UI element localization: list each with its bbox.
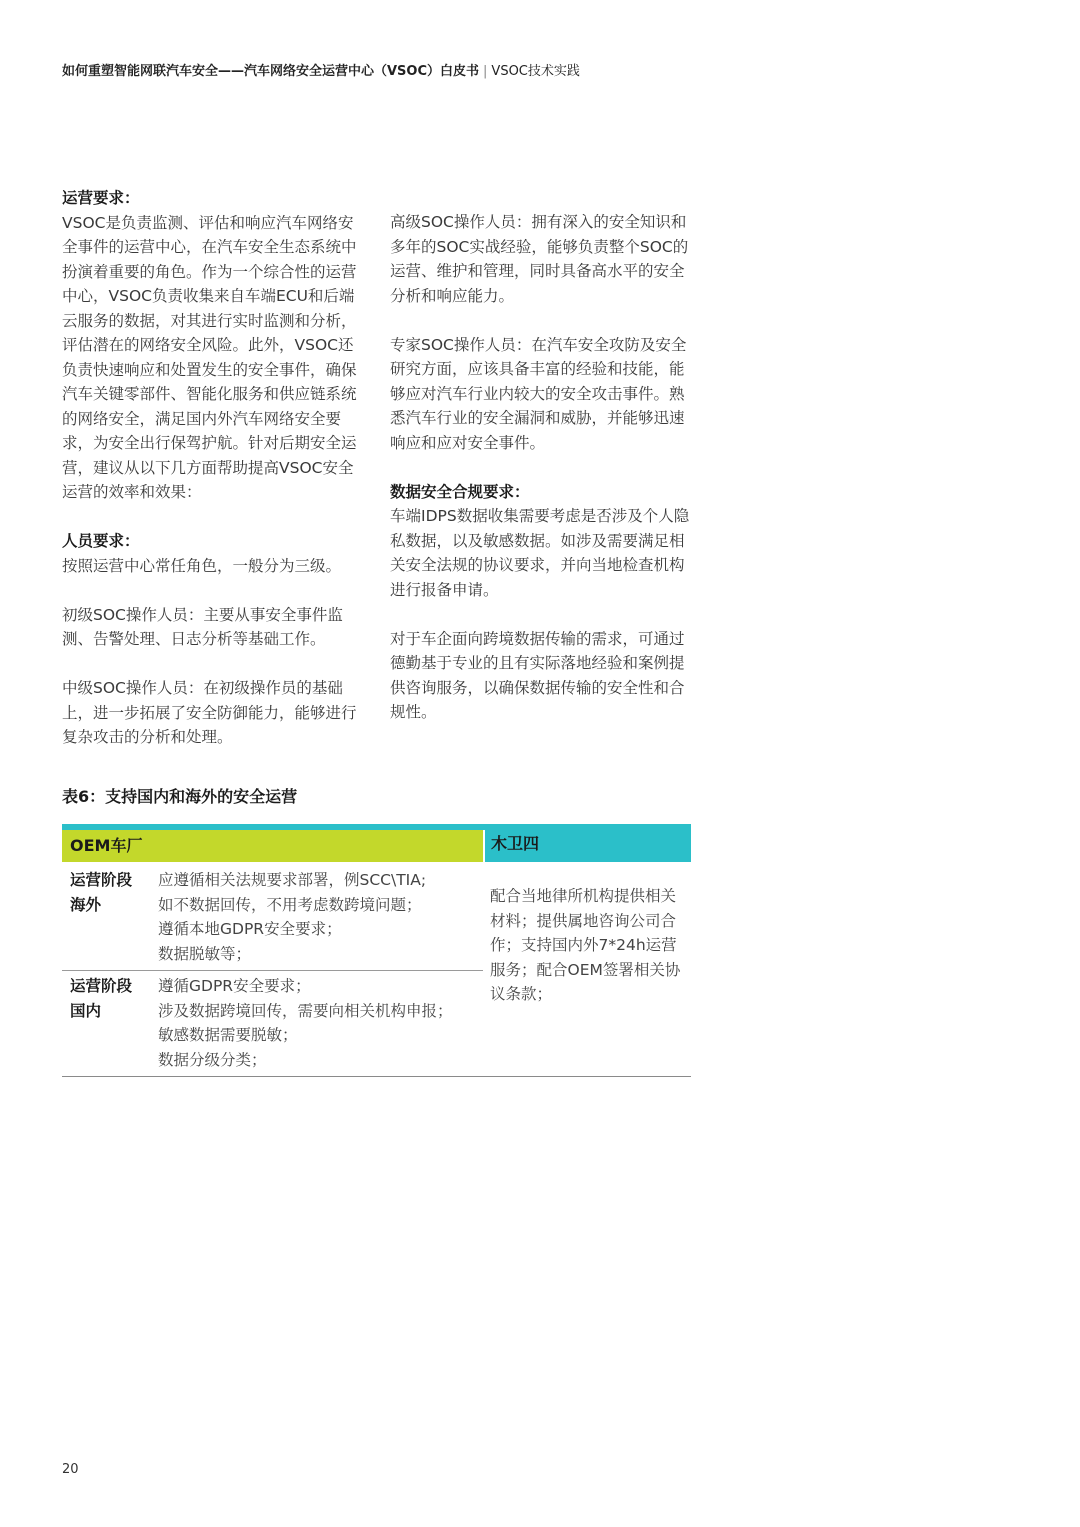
header-separator: | [483,64,488,79]
table-row [62,868,483,971]
ops-requirements-body: VSOC是负责监测、评估和响应汽车网络安全事件的运营中心，在汽车安全生态系统中扮演着重要的角色。作为一个综合性的运营中心，VSOC负责收集来自车端ECU和后端云服务的数据，对其进行实时监测和分析，评估潜在的网络安全风险。此外，VSOC还负责快速响应和处置发生的安全事件，确保汽车关键零部件、智能化服务和供应链系统的网络安全，满足国内外汽车网络安全要求，为安全出行保驾护航。针对后期安全运营，建议从以下几方面帮助提高VSOC安全运营的效率和效果： [62,213,357,501]
staff-requirements-body: 按照运营中心常任角色，一般分为三级。 [62,556,342,575]
running-header [62,60,580,79]
expert-operator-paragraph: 专家SOC操作人员：在汽车安全攻防及安全研究方面，应该具备丰富的经验和技能，能够应对汽车行业内较大的安全攻击事件。熟悉汽车行业的安全漏洞和威胁，并能够迅速响应和应对安全事件。 [390,335,687,452]
list-item: 数据脱敏等； [158,944,252,963]
senior-operator-paragraph: 高级SOC操作人员：拥有深入的安全知识和多年的SOC实战经验，能够负责整个SOC的运营、维护和管理，同时具备高水平的安全分析和响应能力。 [390,213,689,305]
list-item: 遵循GDPR安全要求； [158,977,311,995]
list-item: 涉及数据跨境回传，需要向相关机构申报； [158,1001,453,1020]
staff-requirements-title: 人员要求： [62,532,140,550]
data-compliance-body: 车端IDPS数据收集需要考虑是否涉及个人隐私数据，以及敏感数据。如涉及需要满足相关安全法规的协议要求，并向当地检查机构进行报备申请。 [390,507,690,599]
table-title: 表6：支持国内和海外的安全运营 [62,787,298,806]
junior-operator-paragraph: 初级SOC操作人员：主要从事安全事件监测、告警处理、日志分析等基础工作。 [62,605,343,648]
mid-operator-paragraph: 中级SOC操作人员：在初级操作员的基础上，进一步拓展了安全防御能力，能够进行复杂攻击的分析和处理。 [62,679,357,746]
vendor-cell: 配合当地律所机构提供相关材料；提供属地咨询公司合作；支持国内外7*24h运营服务；配合OEM签署相关协议条款； [490,887,681,1003]
page-number: 20 [62,1462,79,1477]
row-label [70,974,150,1023]
list-item: 遵循本地GDPR安全要求； [158,920,342,938]
row-items [158,868,483,966]
row-label [70,868,150,917]
list-item: 数据分级分类； [158,1050,267,1069]
header-title: 如何重塑智能网联汽车安全——汽车网络安全运营中心（VSOC）白皮书 [62,64,480,79]
row-items [158,974,483,1072]
row-label-line: 运营阶段 [70,977,133,995]
cross-border-paragraph: 对于车企面向跨境数据传输的需求，可通过德勤基于专业的且有实际落地经验和案例提供咨询服务，以确保数据传输的安全性和合规性。 [390,629,685,721]
table-header-oem: OEM车厂 [62,830,483,862]
ops-requirements-title: 运营要求： [62,189,140,207]
row-label-line: 国内 [70,1001,102,1020]
list-item: 应遵循相关法规要求部署，例SCC\TIA; [158,871,427,889]
table-row [62,974,483,1078]
list-item: 敏感数据需要脱敏； [158,1026,298,1044]
list-item: 如不数据回传，不用考虑数跨境问题； [158,895,422,914]
left-column [62,186,364,750]
row-label-line: 运营阶段 [70,871,133,889]
table-header-vendor: 木卫四 [485,824,691,862]
header-section: VSOC技术实践 [491,64,580,79]
data-compliance-title: 数据安全合规要求： [390,482,530,501]
row-label-line: 海外 [70,895,102,914]
table-bottom-rule [62,1076,691,1077]
right-column [390,210,692,725]
